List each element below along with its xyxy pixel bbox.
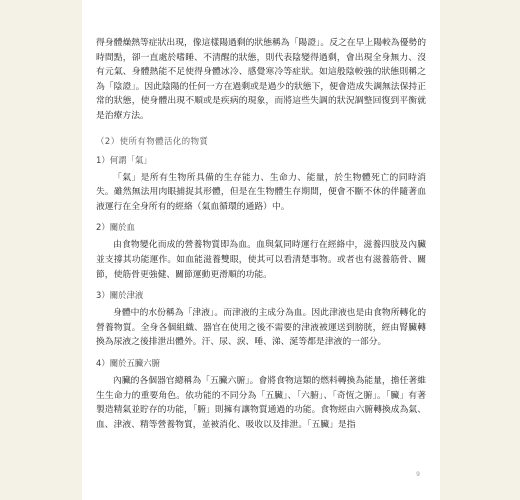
page-content bbox=[96, 36, 426, 432]
section-heading: （2）使所有物體活化的物質 bbox=[96, 135, 209, 146]
book-page bbox=[82, 0, 440, 500]
subheading-qi: 1）何謂「氣」 bbox=[96, 154, 152, 165]
page-number: 9 bbox=[416, 471, 420, 478]
paragraph-body-fluids: 身體中的水份稱為「津液」。而津液的主成分為血。因此津液也是由食物所轉化的營養物質。全身各個組織、器官在使用之後不需要的津液被運送到膀胱，經由腎臟轉換為尿液之後排泄出體外。汗、尿、淚、唾、涕、涎等都是津液的一部分。 bbox=[96, 308, 426, 348]
subheading-organs: 4）關於五臟六腑 bbox=[96, 357, 160, 368]
paragraph-organs: 內臟的各個器官總稱為「五臟六腑」。會將食物這類的燃料轉換為能量，擔任著維生生命力的重要角色。依功能的不同分為「五臟」、「六腑」、「奇恆之腑」。「臟」有著製造精氣並貯存的功能，「腑」則擁有讓物質通過的功能。食物經由六腑轉換成為氣、血、津液、精等營養物質，並被消化、吸收以及排泄。「五臟」是指 bbox=[96, 375, 426, 430]
paragraph-qi: 「氣」是所有生物所具備的生存能力、生命力、能量，於生物體死亡的同時消失。雖然無法用肉眼捕捉其形體，但是在生物體生存期間，便會不斷不休的伴隨著血液運行在全身所有的經絡（氣血循環的通路）中。 bbox=[96, 172, 426, 212]
paragraph-blood: 由食物變化而成的營養物質即為血。血與氣同時運行在經絡中，滋養四肢及內臟並支撐其功能運作。如血能滋養雙眼，使其可以看清楚事物。或者也有滋養筋骨、關節，使筋骨更強健、關節運動更滑順的功能。 bbox=[96, 240, 426, 280]
subheading-blood: 2）關於血 bbox=[96, 222, 135, 233]
paragraph-yin-yang: 得身體燥熱等症狀出現，像這樣陽過剩的狀態稱為「陽證」。反之在早上陽較為優勢的時間點，卻一直處於嗜睡、不清醒的狀態，則代表陰變得過剩，會出現全身無力、沒有元氣、身體熱能不足使得身體冰冷、感覺寒冷等症狀。如這般陰較強的狀態則稱之為「陰證」。因此陰陽的任何一方在過剩或是過少的狀態下，便會造成失調無法保持正常的狀態，使身體出現不順或是疾病的現象，而將這些失調的狀況調整回復到平衡就是治療方法。 bbox=[96, 38, 426, 121]
subheading-body-fluids: 3）關於津液 bbox=[96, 290, 144, 301]
